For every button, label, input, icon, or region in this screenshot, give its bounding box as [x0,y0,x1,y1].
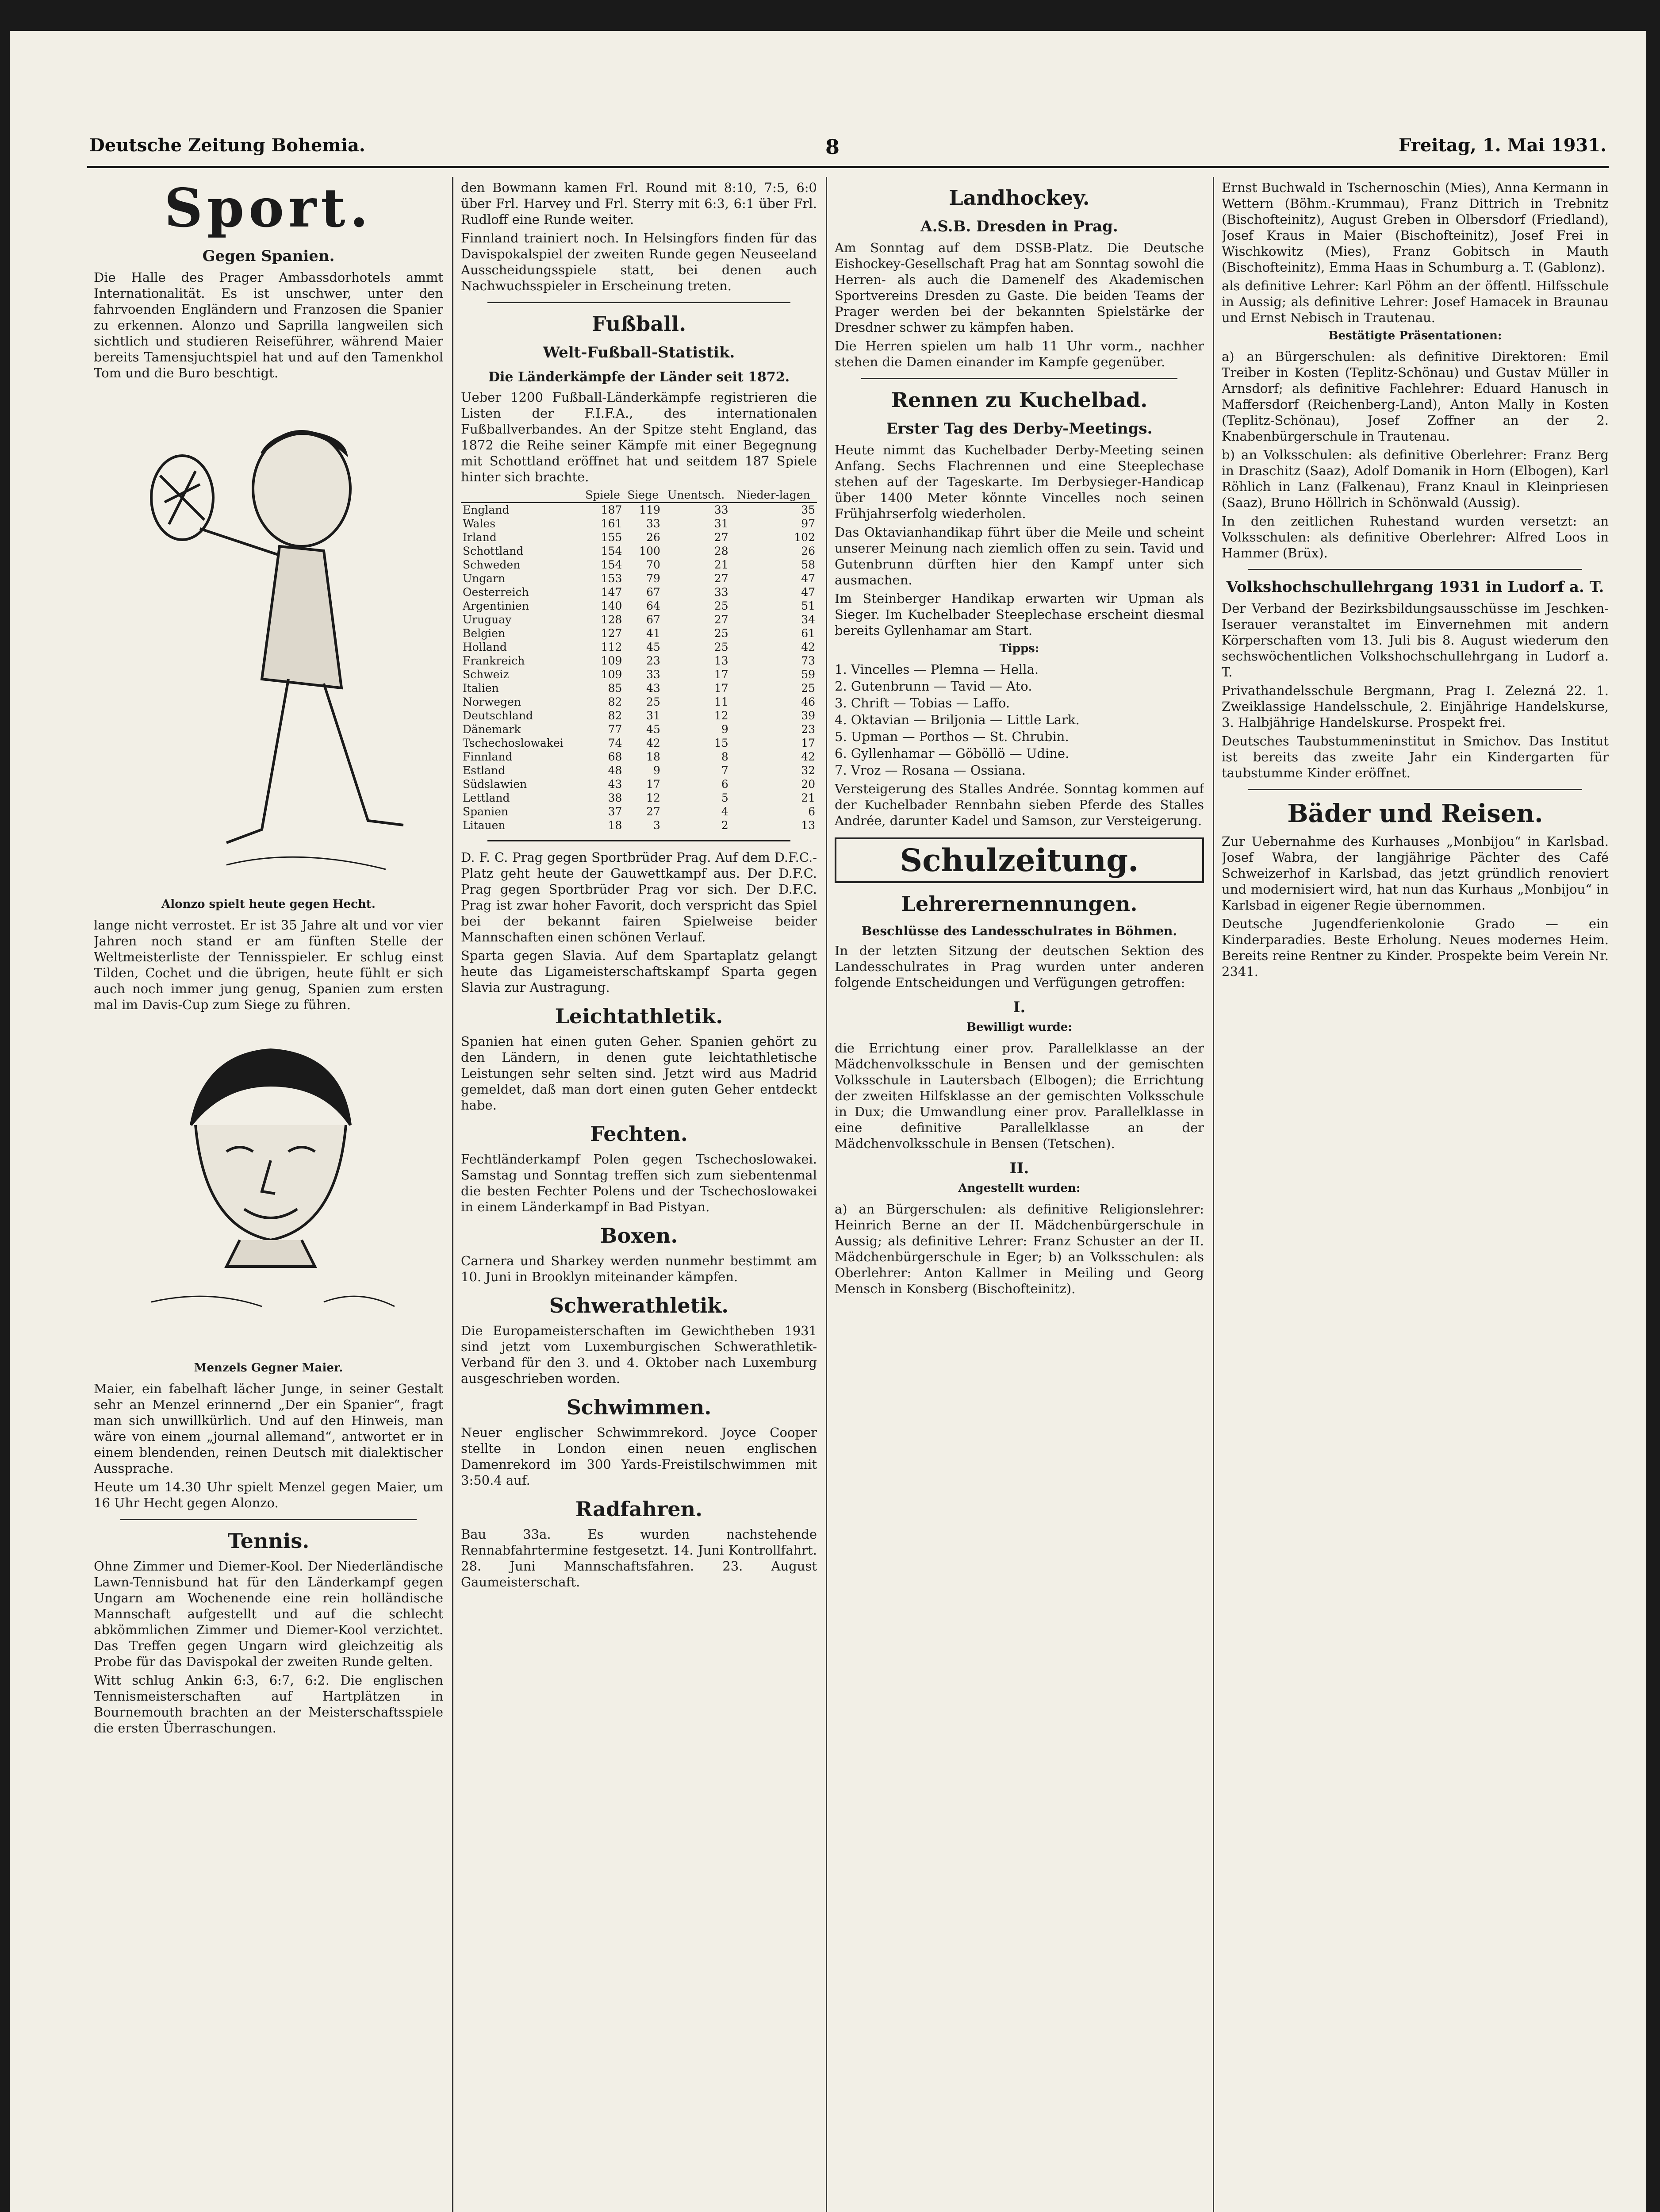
header-left: Deutsche Zeitung Bohemia. [89,135,365,156]
table-cell: Uruguay [463,613,512,626]
table-cell: 20 [801,778,815,791]
list-item: 4. Oktavian — Briljonia — Little Lark. [835,712,1080,727]
table-cell: 128 [601,613,622,626]
article-paragraph: a) an Bürgerschulen: als definitive Direktoren: Emil Treiber in Kosten (Teplitz-Schönau) und Gustav Müller in Arnsdorf; als definitive Fachlehrer: Eduard Hanusch in Maffersdorf (Reichenberg-Land), Anton Mally in Kosten (Teplitz-Schönau), Josef Zoffner an der 2. Knabenbürgerschule in Trautenau. [1222,349,1609,444]
table-cell: Tschechoslowakei [463,737,564,749]
table-cell: 35 [801,503,815,516]
section-title: Schwimmen. [566,1395,712,1419]
article-title: Welt-Fußball-Statistik. [543,344,735,361]
article-paragraph: Deutsches Taubstummeninstitut in Smichov. Das Institut ist bereits das zweite Jahr ein Kindergarten für taubstumme Kinder eröffnet. [1222,733,1609,780]
section-divider [1248,569,1582,570]
table-cell: 67 [646,586,660,599]
article-paragraph: Im Steinberger Handikap erwarten wir Upman als Sieger. Im Kuchelbader Steeplechase erscheint diesmal bereits Gyllenhamar am Start. [835,591,1204,638]
section-subheading: Bestätigte Präsentationen: [1328,329,1502,342]
table-cell: 33 [646,668,660,681]
football-statistics-table [461,488,817,832]
table-cell: 31 [714,517,728,530]
table-header-cell: Nieder-lagen [730,488,817,503]
cartoon-caption: Menzels Gegner Maier. [194,1361,343,1375]
article-title: Erster Tag des Derby-Meetings. [886,420,1153,438]
article-paragraph: Witt schlug Ankin 6:3, 6:7, 6:2. Die englischen Tennismeisterschaften auf Hartplätzen in Bournemouth brachten an der Meisterschaftsspiele die ersten Überraschungen. [94,1673,443,1736]
section-number: II. [1009,1160,1029,1177]
article-paragraph: die Errichtung einer prov. Parallelklasse an der Mädchenvolksschule in Bensen und der gemischten Volksschule in Lautersbach (Elbogen); die Errichtung der zweiten Hilfsklasse an der gemischten Volksschule in Dux; die Umwandlung einer prov. Parallelklasse in eine definitive Parallelklasse an der Mädchenvolksschule in Bensen (Tetschen). [835,1041,1204,1151]
list-item: 1. Vincelles — Plemna — Hella. [835,662,1039,677]
column-rule [452,177,453,2212]
table-cell: 102 [794,531,815,544]
table-cell: 74 [608,737,622,749]
table-cell: 4 [721,805,728,818]
table-cell: 153 [601,572,622,585]
article-paragraph: In den zeitlichen Ruhestand wurden versetzt: an Volksschulen: als definitive Oberlehrer: Alfred Loos in Hammer (Brüx). [1222,514,1609,561]
table-cell: 70 [646,558,660,571]
table-cell: 77 [608,723,622,736]
article-title: Volkshochschullehrgang 1931 in Ludorf a. T. [1226,578,1604,596]
section-number: I. [1013,998,1026,1016]
table-cell: 13 [801,819,815,832]
article-paragraph: lange nicht verrostet. Er ist 35 Jahre alt und vor vier Jahren noch stand er am fünften Stelle der Weltmeisterliste der Tennisspieler. Er schlug einst Tilden, Cochet und die übrigen, heute fühlt er sich auch noch immer jung genug, Spanien zum ersten mal im Davis-Cup zum Siege zu führen. [94,918,443,1012]
table-cell: 25 [714,599,728,612]
table-row [461,681,817,695]
table-cell: 38 [608,791,622,804]
table-cell: Frankreich [463,654,525,667]
table-cell: 45 [646,641,660,653]
table-cell: 6 [721,778,728,791]
table-row [461,599,817,613]
table-cell: 8 [721,750,728,763]
table-cell: 47 [801,586,815,599]
table-cell: Schottland [463,545,524,557]
table-cell: 34 [801,613,815,626]
article-paragraph: Deutsche Jugendferienkolonie Grado — ein Kinderparadies. Beste Erholung. Neues modernes Heim. Bereits reine Rentner zu Kinder. Prospekte beim Verein Nr. 2341. [1222,916,1609,979]
article-title: A.S.B. Dresden in Prag. [920,218,1118,235]
table-cell: 6 [808,805,815,818]
table-row [461,695,817,709]
article-paragraph: In der letzten Sitzung der deutschen Sektion des Landesschulrates in Prag wurden unter anderen folgende Entscheidungen und Verfügungen getroffen: [835,943,1204,990]
table-cell: Irland [463,531,497,544]
table-cell: 140 [601,599,622,612]
table-cell: 27 [714,613,728,626]
section-title: Radfahren. [575,1497,703,1521]
table-cell: 11 [714,695,728,708]
article-paragraph: Fechtländerkampf Polen gegen Tschechoslowakei. Samstag und Sonntag treffen sich zum siebentenmal die besten Fechter Polens und der Tschechoslowakei in einem Länderkampf in Bad Pistyan. [461,1152,817,1214]
table-cell: 27 [714,531,728,544]
column-2 [461,177,817,2212]
newspaper-page [10,31,1646,2212]
table-cell: 25 [646,695,660,708]
article-paragraph: den Bowmann kamen Frl. Round mit 8:10, 7:5, 6:0 über Frl. Harvey und Frl. Sterry mit 6:3, 6:1 über Frl. Rudloff eine Runde weiter. [461,180,817,227]
table-row [461,791,817,805]
table-cell: Lettland [463,791,510,804]
section-title: Boxen. [600,1224,678,1248]
table-cell: Argentinien [463,599,529,612]
article-subtitle: Die Länderkämpfe der Länder seit 1872. [488,369,790,385]
article-paragraph: Ohne Zimmer und Diemer-Kool. Der Niederländische Lawn-Tennisbund hat für den Länderkampf gegen Ungarn am Wochenende eine rein holländische Mannschaft aufgestellt und auf die schlecht abkömmlichen Zimmer und Diemer-Kool verzichtet. Das Treffen gegen Ungarn wird gleichzeitig als Probe für das Davispokal der zweiten Runde gelten. [94,1559,443,1669]
table-row [461,736,817,750]
sport-masthead: Sport. [164,177,373,239]
section-title: Fechten. [590,1122,688,1146]
table-cell: 154 [601,558,622,571]
table-row [461,654,817,668]
list-item: 3. Chrift — Tobias — Laffo. [835,695,1010,710]
table-cell: 3 [653,819,660,832]
table-cell: 12 [714,709,728,722]
table-row [461,805,817,818]
table-cell: 85 [608,682,622,695]
table-header-cell: Spiele [582,488,624,503]
article-paragraph: Privathandelsschule Bergmann, Prag I. Zelezná 22. 1. Zweiklassige Handelsschule, 2. Einjährige Handelskurse, 3. Halbjährige Handelskurse. Prospekt frei. [1222,683,1609,730]
table-row [461,626,817,640]
table-cell: 17 [714,682,728,695]
list-item: 5. Upman — Porthos — St. Chrubin. [835,729,1069,744]
table-cell: 154 [601,545,622,557]
table-cell: 23 [801,723,815,736]
article-paragraph: als definitive Lehrer: Karl Pöhm an der öffentl. Hilfsschule in Aussig; als definitive Lehrer: Josef Hamacek in Braunau und Ernst Nebisch in Trautenau. [1222,278,1609,325]
table-cell: 59 [801,668,815,681]
table-cell: 61 [801,627,815,640]
section-title: Lehrerernennungen. [901,892,1138,916]
table-row [461,613,817,626]
article-paragraph: Neuer englischer Schwimmrekord. Joyce Cooper stellte in London einen neuen englischen Damenrekord im 300 Yards-Freistilschwimmen mit 3:50.4 auf. [461,1425,817,1488]
table-cell: 112 [601,641,622,653]
table-cell: 7 [721,764,728,777]
table-cell: 48 [608,764,622,777]
article-paragraph: Carnera und Sharkey werden nunmehr bestimmt am 10. Juni in Brooklyn miteinander kämpfen. [461,1253,817,1284]
table-cell: 26 [646,531,660,544]
table-row [461,777,817,791]
table-cell: 147 [601,586,622,599]
table-row [461,722,817,736]
article-paragraph: Die Europameisterschaften im Gewichtheben 1931 sind jetzt vom Luxemburgischen Schwerathletik-Verband für den 3. und 4. Oktober nach Luxemburg ausgeschrieben worden. [461,1323,817,1386]
table-row [461,750,817,764]
section-subheading: Angestellt wurden: [958,1182,1081,1195]
article-paragraph: Finnland trainiert noch. In Helsingfors finden für das Davispokalspiel der zweiten Runde gegen Neuseeland Ausscheidungsspiele statt, bei denen auch Nachwuchsspieler in Erscheinung treten. [461,230,817,293]
table-cell: 79 [646,572,660,585]
table-cell: 187 [601,503,622,516]
table-header-cell [461,488,582,503]
table-cell: 68 [608,750,622,763]
table-cell: 31 [646,709,660,722]
table-cell: 46 [801,695,815,708]
article-paragraph: Spanien hat einen guten Geher. Spanien gehört zu den Ländern, in denen gute leichtathletische Leistungen sehr selten sind. Jetzt wird aus Madrid gemeldet, daß man dort einen guten Geher entdeckt habe. [461,1034,817,1113]
section-divider [487,302,790,303]
table-row [461,544,817,558]
table-cell: 23 [646,654,660,667]
article-paragraph: Zur Uebernahme des Kurhauses „Monbijou“ in Karlsbad. Josef Wabra, der langjährige Pächter des Café Schweizerhof in Karlsbad, das jetzt gründlich renoviert und modernisiert wird, hat nun das Kurhaus „Monbijou“ in Karlsbad in eigener Regie übernommen. [1222,834,1609,913]
article-title: Gegen Spanien. [202,247,335,265]
table-header-cell: Unentsch. [662,488,730,503]
article-paragraph: a) an Bürgerschulen: als definitive Religionslehrer: Heinrich Berne an der II. Mädchenbürgerschule in Aussig; als definitive Lehrer: Franz Schuster an der II. Mädchenbürgerschule in Eger; b) an Volksschulen: als Oberlehrer: Anton Kallmer in Meiling und Georg Mensch in Konsberg (Bischofteinitz). [835,1202,1204,1296]
table-cell: 21 [801,791,815,804]
article-paragraph: Maier, ein fabelhaft lächer Junge, in seiner Gestalt sehr an Menzel erinnernd „Der ein Spanier“, fragt man sich unwillkürlich. Und auf den Hinweis, man wäre von einem „journal allemand“, antwortet er in einem blendenden, reinen Deutsch mit dialektischer Aussprache. [94,1381,443,1476]
section-divider [487,840,790,841]
section-divider [1248,789,1582,790]
table-cell: Schweden [463,558,521,571]
article-paragraph: Die Halle des Prager Ambassdorhotels ammt Internationalität. Es ist unschwer, unter den fahrvoenden Engländern und Franzosen die Spanier zu erkennen. Alonzo und Saprilla langweilen sich sichtlich und studieren Reiseführer, während Maier bereits Tamensjuchtspiel hat und auf den Tamenkhol Tom und die Buro beschtigt. [94,270,443,380]
table-row [461,503,817,517]
section-title: Rennen zu Kuchelbad. [891,388,1148,412]
section-divider [120,1519,417,1520]
table-cell: Estland [463,764,506,777]
article-paragraph: Sparta gegen Slavia. Auf dem Spartaplatz gelangt heute das Ligameisterschaftskampf Sparta gegen Slavia zur Austragung. [461,948,817,995]
article-paragraph: b) an Volksschulen: als definitive Oberlehrer: Franz Berg in Draschitz (Saaz), Adolf Domanik in Horn (Elbogen), Karl Röhlich in Lanz (Falkenau), Franz Knaul in Kleinpriesen (Saaz), Bruno Höllrich in Schönwald (Aussig). [1222,447,1609,510]
section-divider [861,378,1177,379]
table-cell: Spanien [463,805,509,818]
list-item: 2. Gutenbrunn — Tavid — Ato. [835,679,1032,694]
table-cell: 25 [714,641,728,653]
column-rule [826,177,827,2212]
table-cell: 127 [601,627,622,640]
table-cell: 27 [646,805,660,818]
table-cell: 109 [601,668,622,681]
table-row [461,640,817,654]
table-cell: 17 [801,737,815,749]
table-row [461,668,817,681]
section-title: Tennis. [227,1529,310,1553]
table-cell: 41 [646,627,660,640]
table-cell: Oesterreich [463,586,529,599]
table-cell: 33 [714,586,728,599]
table-cell: England [463,503,510,516]
table-cell: 45 [646,723,660,736]
article-paragraph: Heute nimmt das Kuchelbader Derby-Meeting seinen Anfang. Sechs Flachrennen und eine Steeplechase stehen auf der Tageskarte. Im Derbysieger-Handicap über 1400 Meter könnte Vincelles noch seinen Frühjahrserfolg wiederholen. [835,442,1204,521]
table-cell: Litauen [463,819,506,832]
table-cell: 51 [801,599,815,612]
tips-title: Tipps: [999,642,1039,655]
table-cell: Finnland [463,750,513,763]
tips-list [835,661,1204,778]
table-header-cell: Siege [624,488,662,503]
table-cell: 33 [646,517,660,530]
table-row [461,709,817,722]
table-cell: 9 [721,723,728,736]
page-number: 8 [825,135,840,159]
cartoon-alonzo [94,387,443,891]
list-item: 6. Gyllenhamar — Göböllö — Udine. [835,746,1070,761]
table-cell: 43 [608,778,622,791]
column-rule [1213,177,1214,2212]
table-cell: 25 [801,682,815,695]
table-cell: 119 [639,503,660,516]
table-cell: 67 [646,613,660,626]
table-row [461,517,817,530]
table-cell: Norwegen [463,695,521,708]
list-item: 7. Vroz — Rosana — Ossiana. [835,763,1026,778]
article-paragraph: Bau 33a. Es wurden nachstehende Rennabfahrtermine festgesetzt. 14. Juni Kontrollfahrt. 28. Juni Mannschaftsfahren. 23. August Gaumeisterschaft. [461,1527,817,1590]
table-cell: 15 [714,737,728,749]
table-cell: 5 [721,791,728,804]
table-cell: Holland [463,641,507,653]
table-cell: 32 [801,764,815,777]
table-cell: Schweiz [463,668,509,681]
table-cell: Ungarn [463,572,506,585]
table-cell: 43 [646,682,660,695]
schulzeitung-masthead: Schulzeitung. [835,837,1204,883]
table-cell: Belgien [463,627,506,640]
table-cell: 28 [714,545,728,557]
article-paragraph: Versteigerung des Stalles Andrée. Sonntag kommen auf der Kuchelbader Rennbahn sieben Pferde des Stalles Andrée, darunter Kadel und Samson, zur Versteigerung. [835,781,1204,828]
table-cell: 73 [801,654,815,667]
table-row [461,530,817,544]
section-subheading: Bewilligt wurde: [966,1021,1072,1034]
table-cell: 155 [601,531,622,544]
article-paragraph: D. F. C. Prag gegen Sportbrüder Prag. Auf dem D.F.C.-Platz geht heute der Gauwettkampf aus. Der D.F.C. Prag gegen Sportbrüder Prag vor sich. Der D.F.C. Prag ist zwar hoher Favorit, doch verspricht das Spiel bei der bekannt fairen Spielweise beider Mannschaften einen schönen Verlauf. [461,850,817,945]
table-cell: Deutschland [463,709,533,722]
article-paragraph: Die Herren spielen um halb 11 Uhr vorm., nachher stehen die Damen einander im Kampfe gegenüber. [835,338,1204,369]
article-paragraph: Der Verband der Bezirksbildungsausschüsse im Jeschken-Iserauer veranstaltet im Einvernehmen mit andern Körperschaften vom 13. Juli bis 8. August wiederum den sechswöchentlichen Volkshochschullehrgang in Ludorf a. T. [1222,601,1609,680]
table-row [461,558,817,572]
table-cell: 97 [801,517,815,530]
table-cell: 26 [801,545,815,557]
table-cell: 17 [646,778,660,791]
table-cell: 82 [608,695,622,708]
table-row [461,818,817,832]
table-cell: Dänemark [463,723,521,736]
table-cell: 100 [639,545,660,557]
table-cell: 47 [801,572,815,585]
section-title: Fußball. [591,312,686,336]
section-title: Bäder und Reisen. [1287,799,1543,828]
table-cell: 9 [653,764,660,777]
table-cell: 109 [601,654,622,667]
article-paragraph: Am Sonntag auf dem DSSB-Platz. Die Deutsche Eishockey-Gesellschaft Prag hat am Sonntag sowohl die Herren- als auch die Damenelf des Akademischen Sportvereins Dresden zu Gaste. Die beiden Teams der Prager werden bei der bekannten Spielstärke der Dresdner schwer zu kämpfen haben. [835,240,1204,335]
table-cell: 27 [714,572,728,585]
header-rule [87,166,1609,168]
table-cell: 25 [714,627,728,640]
header-right: Freitag, 1. Mai 1931. [1399,135,1606,156]
table-cell: Südslawien [463,778,527,791]
article-paragraph: Heute um 14.30 Uhr spielt Menzel gegen Maier, um 16 Uhr Hecht gegen Alonzo. [94,1479,443,1510]
article-paragraph: Das Oktavianhandikap führt über die Meile und scheint unserer Meinung nach ziemlich offen zu sein. Tavid und Gutenbrunn dürften hier den Kampf unter sich ausmachen. [835,525,1204,588]
article-subtitle: Beschlüsse des Landesschulrates in Böhmen. [861,924,1177,938]
table-cell: 82 [608,709,622,722]
article-paragraph: Ueber 1200 Fußball-Länderkämpfe registrieren die Listen der F.I.F.A., des internationalen Fußballverbandes. An der Spitze steht England, das 1872 die Reihe seiner Kämpfe mit einer Begegnung mit Schottland eröffnet hat und seitdem 187 Spiele hinter sich brachte. [461,390,817,484]
cartoon-maier [94,1019,443,1355]
table-row [461,572,817,585]
section-title: Landhockey. [949,186,1090,210]
table-cell: 17 [714,668,728,681]
table-cell: 42 [646,737,660,749]
table-cell: 161 [601,517,622,530]
column-1 [94,177,443,2212]
table-cell: 2 [721,819,728,832]
table-row [461,764,817,777]
table-cell: Italien [463,682,499,695]
table-cell: 21 [714,558,728,571]
table-cell: 42 [801,750,815,763]
table-cell: 18 [608,819,622,832]
section-title: Leichtathletik. [555,1004,723,1028]
column-4 [1222,177,1609,2212]
table-cell: 39 [801,709,815,722]
table-cell: 13 [714,654,728,667]
table-row [461,585,817,599]
table-cell: Wales [463,517,496,530]
table-cell: 33 [714,503,728,516]
table-cell: 18 [646,750,660,763]
article-paragraph: Ernst Buchwald in Tschernoschin (Mies), Anna Kermann in Wettern (Böhm.-Krummau), Franz Dittrich in Trebnitz (Bischofteinitz), August Greben in Olbersdorf (Friedland), Josef Kraus in Maier (Bischofteinitz), Josef Frei in Wischkowitz (Mies), Franz Gobitsch in Mauth (Bischofteinitz), Emma Haas in Schumburg a. T. (Gablonz). [1222,180,1609,275]
table-cell: 42 [801,641,815,653]
cartoon-caption: Alonzo spielt heute gegen Hecht. [161,898,376,911]
section-title: Schwerathletik. [549,1294,729,1317]
table-cell: 58 [801,558,815,571]
table-cell: 64 [646,599,660,612]
table-cell: 12 [646,791,660,804]
table-cell: 37 [608,805,622,818]
column-3 [835,177,1204,2212]
